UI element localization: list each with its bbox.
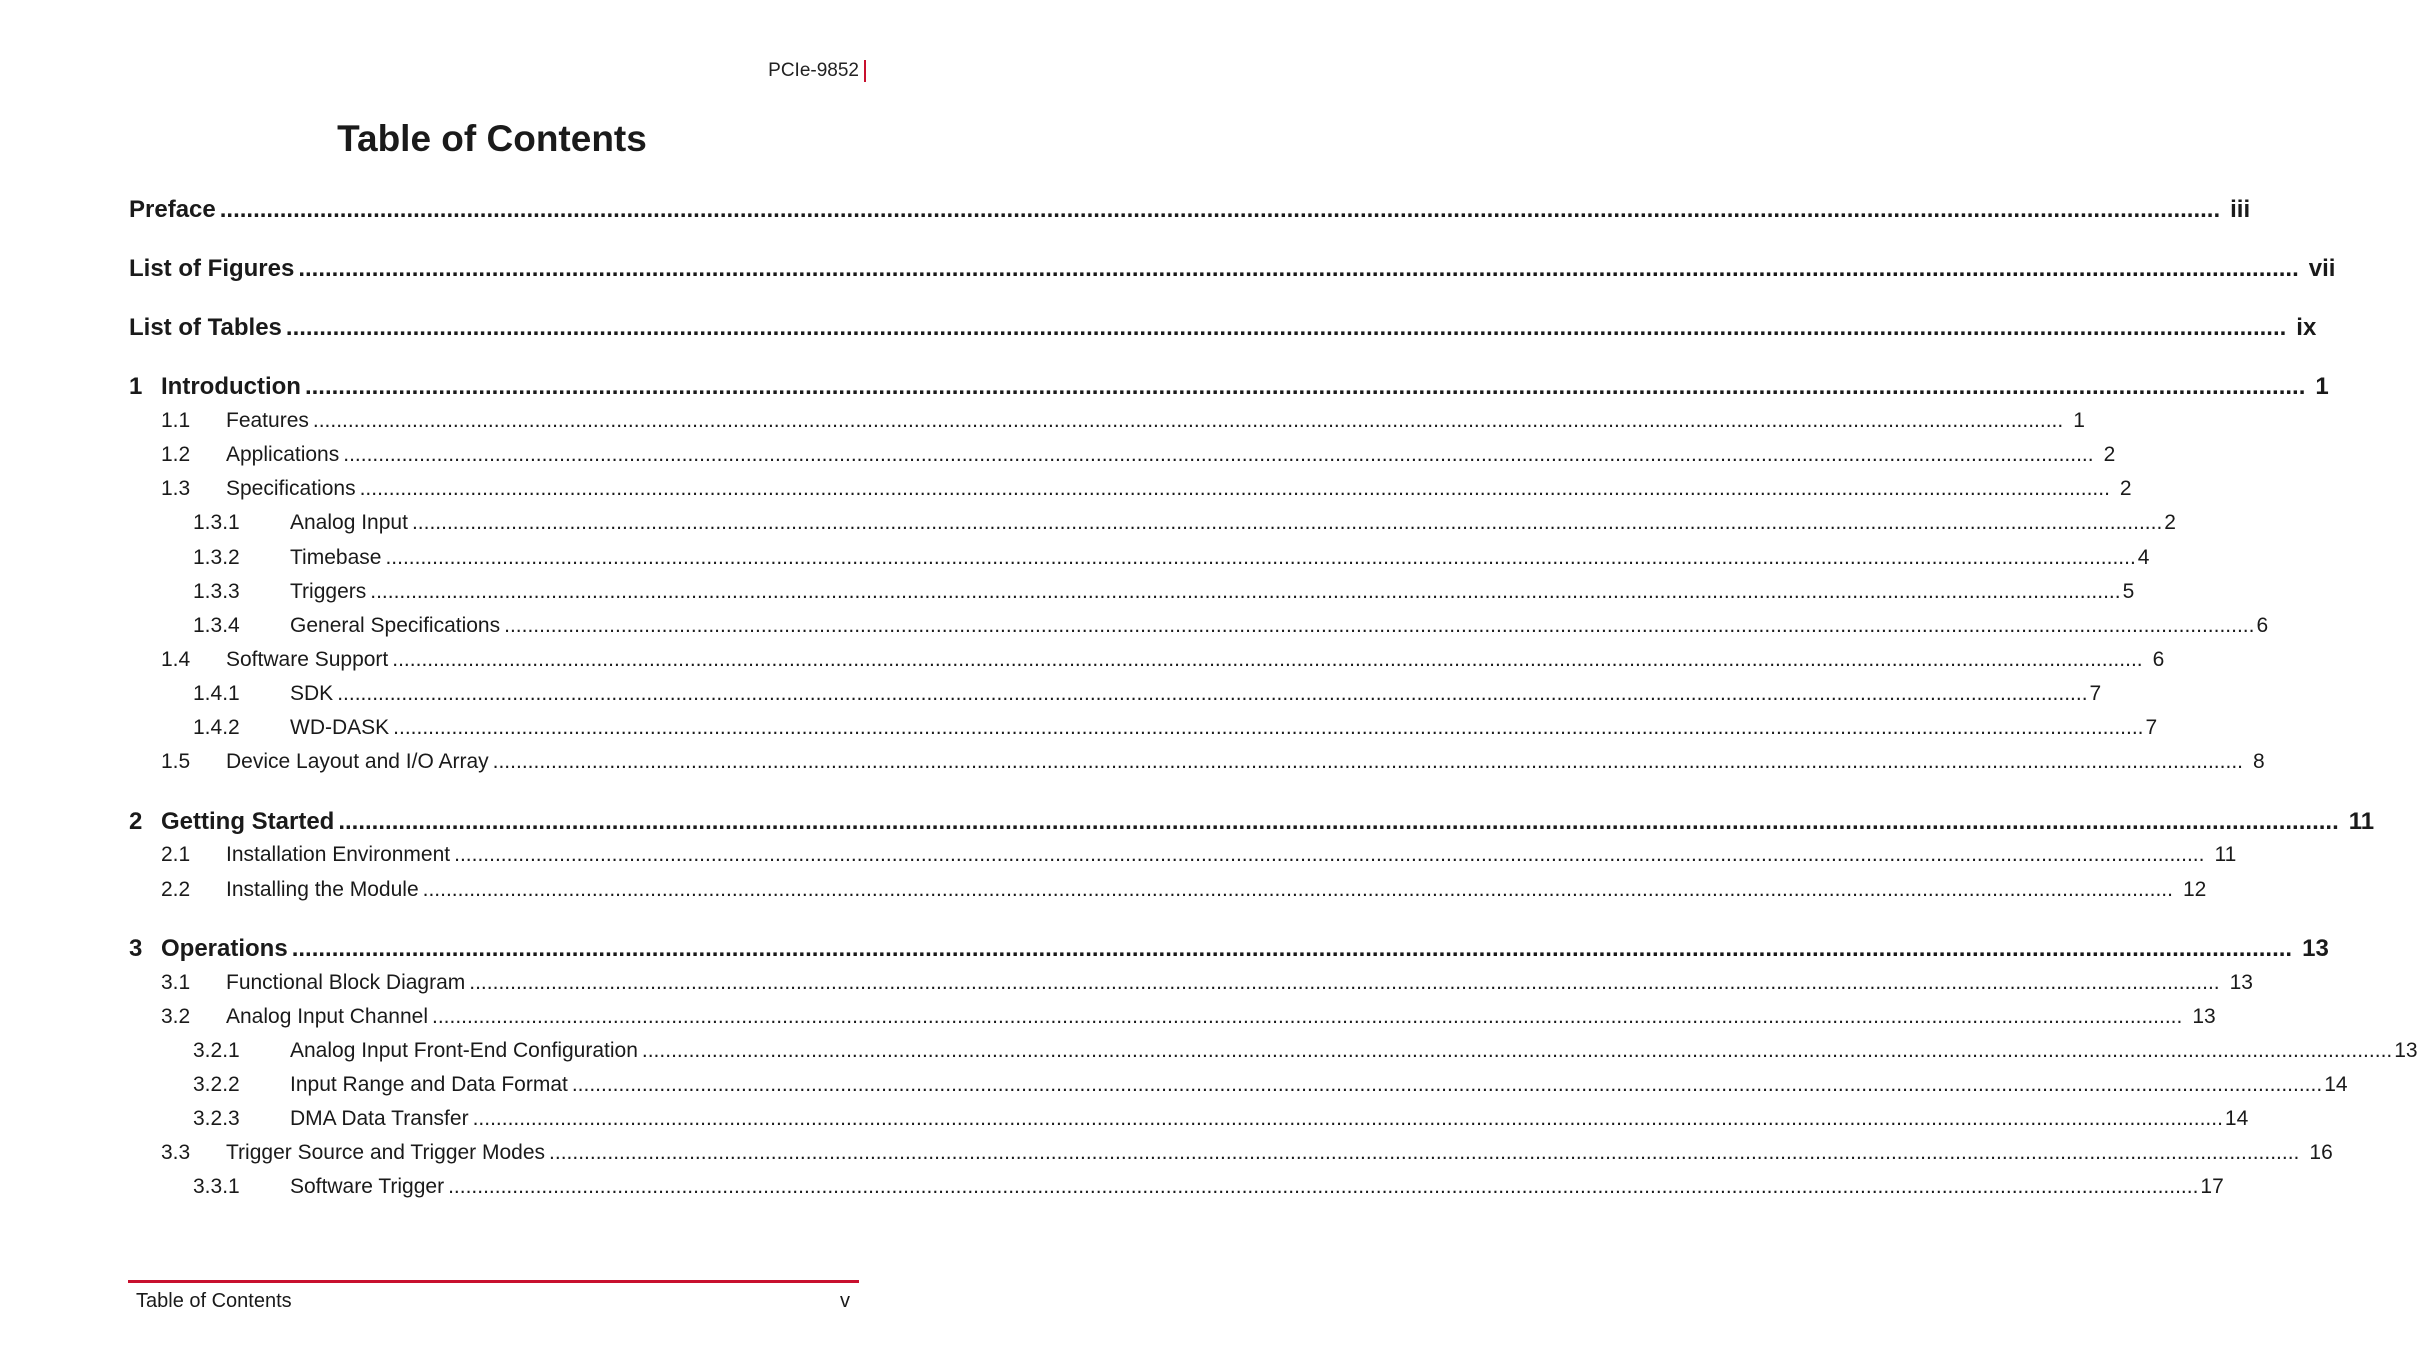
header-accent-bar (864, 60, 866, 82)
toc-entry-page: 5 (2122, 580, 2135, 603)
dot-leader: ............................................................................................................................................................................................................................................................................................................ (504, 614, 2255, 637)
dot-leader: ............................................................................................................................................................................................................................................................................................................ (385, 546, 2136, 569)
toc-entry-number: 1.4.2 (193, 716, 240, 739)
dot-leader: ............................................................................................................................................................................................................................................................................................................ (338, 808, 2339, 835)
toc-entry[interactable] (193, 546, 2150, 570)
toc-entry-title: List of Figures (129, 255, 295, 282)
toc-entry-number: 3.1 (161, 971, 191, 994)
toc-entry-title: Analog Input (290, 511, 408, 534)
toc-entry[interactable] (193, 682, 2102, 706)
toc-entry-number: 3.2.1 (193, 1039, 240, 1062)
toc-entry-label (193, 682, 333, 706)
toc-entry-title: Installing the Module (226, 878, 419, 901)
footer-section-title: Table of Contents (136, 1290, 292, 1312)
toc-entry-number: 3.2.3 (193, 1107, 240, 1130)
toc-entry[interactable] (161, 648, 2165, 672)
toc-entry[interactable] (161, 878, 2207, 902)
toc-entry-number: 2.2 (161, 878, 191, 901)
toc-entry[interactable] (129, 314, 2317, 342)
toc-entry-title: Software Trigger (290, 1175, 445, 1198)
toc-entry[interactable] (129, 935, 2329, 963)
footer-page-number: v (840, 1290, 850, 1312)
toc-entry-label (129, 935, 288, 963)
toc-entry-page: 17 (2200, 1175, 2224, 1198)
toc-entry-number: 1 (129, 373, 143, 400)
toc-entry-title: Timebase (290, 546, 382, 569)
toc-entry[interactable] (161, 971, 2253, 995)
toc-entry[interactable] (193, 511, 2176, 535)
toc-entry-label (161, 843, 450, 867)
toc-entry-page: 11 (2348, 808, 2375, 835)
toc-entry-number: 3.3.1 (193, 1175, 240, 1198)
toc-entry-label (193, 716, 389, 740)
toc-entry[interactable] (161, 409, 2085, 433)
toc-entry-number: 3.3 (161, 1141, 191, 1164)
toc-entry[interactable] (193, 716, 2158, 740)
toc-entry-label (193, 1039, 638, 1063)
dot-leader: ............................................................................................................................................................................................................................................................................................................ (411, 511, 2163, 534)
toc-entry-title: Preface (129, 196, 216, 223)
toc-entry-label (161, 443, 339, 467)
toc-entry-page: 13 (2302, 935, 2329, 962)
toc-entry-page: 1 (2073, 409, 2085, 432)
dot-leader: ............................................................................................................................................................................................................................................................................................................ (469, 971, 2220, 994)
toc-entry[interactable] (193, 580, 2135, 604)
toc-entry-title: Installation Environment (226, 843, 451, 866)
dot-leader: ............................................................................................................................................................................................................................................................................................................ (492, 750, 2243, 773)
toc-entry-page: vii (2308, 255, 2336, 282)
toc-entry[interactable] (193, 1073, 2348, 1097)
toc-entry-title: Device Layout and I/O Array (226, 750, 489, 773)
toc-entry-page: 16 (2309, 1141, 2333, 1164)
toc-entry[interactable] (161, 750, 2265, 774)
dot-leader: ............................................................................................................................................................................................................................................................................................................ (422, 878, 2173, 901)
toc-entry-title: Input Range and Data Format (290, 1073, 568, 1096)
dot-leader: ............................................................................................................................................................................................................................................................................................................ (472, 1107, 2223, 1130)
dot-leader: ............................................................................................................................................................................................................................................................................................................ (370, 580, 2121, 603)
toc-entry-title: Operations (161, 935, 288, 962)
toc-entry-number: 1.3.1 (193, 511, 240, 534)
toc-entry-title: Software Support (226, 648, 389, 671)
toc-entry-label (129, 808, 334, 836)
toc-entry-number: 3 (129, 935, 143, 962)
toc-entry-number: 1.5 (161, 750, 191, 773)
toc-entry-label (129, 373, 301, 401)
toc-entry-label (193, 614, 500, 638)
toc-entry-page: 11 (2214, 843, 2237, 866)
dot-leader: ............................................................................................................................................................................................................................................................................................................ (393, 716, 2144, 739)
toc-entry-number: 1.3.4 (193, 614, 240, 637)
toc-entry-title: DMA Data Transfer (290, 1107, 469, 1130)
toc-entry-page: 1 (2315, 373, 2329, 400)
product-name: PCIe-9852 (768, 60, 859, 81)
toc-entry-title: Introduction (161, 373, 301, 400)
dot-leader: ............................................................................................................................................................................................................................................................................................................ (343, 443, 2094, 466)
toc-entry-label (193, 1073, 568, 1097)
toc-entry[interactable] (161, 443, 2116, 467)
toc-entry[interactable] (193, 1107, 2249, 1131)
dot-leader: ............................................................................................................................................................................................................................................................................................................ (337, 682, 2088, 705)
toc-entry-page: 13 (2192, 1005, 2216, 1028)
toc-entry-label (129, 196, 216, 224)
dot-leader: ............................................................................................................................................................................................................................................................................................................ (219, 196, 2221, 223)
toc-entry-title: List of Tables (129, 314, 282, 341)
toc-entry[interactable] (129, 808, 2375, 836)
toc-entry-title: Applications (226, 443, 340, 466)
dot-leader: ............................................................................................................................................................................................................................................................................................................ (448, 1175, 2199, 1198)
toc-entry-title: Triggers (290, 580, 367, 603)
dot-leader: ............................................................................................................................................................................................................................................................................................................ (304, 373, 2306, 400)
dot-leader: ............................................................................................................................................................................................................................................................................................................ (312, 409, 2064, 432)
toc-entry-number: 3.2 (161, 1005, 191, 1028)
toc-entry-page: iii (2230, 196, 2251, 223)
toc-entry-label (161, 409, 309, 433)
toc-entry-page: 13 (2394, 1039, 2418, 1062)
toc-entry-page: ix (2296, 314, 2317, 341)
dot-leader: ............................................................................................................................................................................................................................................................................................................ (285, 314, 2287, 341)
toc-entry-number: 2 (129, 808, 143, 835)
toc-entry-number: 1.3 (161, 477, 191, 500)
running-header (768, 60, 866, 82)
dot-leader: ............................................................................................................................................................................................................................................................................................................ (454, 843, 2205, 866)
dot-leader: ............................................................................................................................................................................................................................................................................................................ (641, 1039, 2393, 1062)
dot-leader: ............................................................................................................................................................................................................................................................................................................ (298, 255, 2299, 282)
toc-entry[interactable] (129, 373, 2329, 401)
toc-entry-page: 14 (2224, 1107, 2249, 1130)
toc-entry-label (161, 477, 356, 501)
toc-entry-title: Features (226, 409, 309, 432)
toc-entry-number: 1.4.1 (193, 682, 240, 705)
toc-entry[interactable] (193, 1039, 2418, 1063)
toc-entry-page: 7 (2145, 716, 2158, 739)
toc-entry-label (161, 1005, 428, 1029)
toc-entry-label (193, 1175, 444, 1199)
toc-entry-label (129, 314, 282, 342)
dot-leader: ............................................................................................................................................................................................................................................................................................................ (359, 477, 2110, 500)
toc-entry-page: 14 (2324, 1073, 2348, 1096)
dot-leader: ............................................................................................................................................................................................................................................................................................................ (571, 1073, 2323, 1096)
toc-entry-label (193, 546, 381, 570)
toc-entry-title: Analog Input Front-End Configuration (290, 1039, 638, 1062)
toc-entry-number: 3.2.2 (193, 1073, 240, 1096)
toc-entry-number: 2.1 (161, 843, 191, 866)
toc-entry-page: 6 (2256, 614, 2269, 637)
toc-entry[interactable] (193, 614, 2269, 638)
toc-entry-page: 4 (2137, 546, 2150, 569)
toc-entry[interactable] (129, 196, 2251, 224)
toc-entry-page: 6 (2152, 648, 2165, 671)
toc-entry-number: 1.1 (161, 409, 191, 432)
toc-entry-page: 2 (2119, 477, 2132, 500)
toc-entry-label (193, 580, 366, 604)
footer-divider (128, 1280, 859, 1283)
toc-entry-label (161, 878, 419, 902)
toc-entry-label (161, 648, 388, 672)
toc-entry-page: 8 (2252, 750, 2265, 773)
toc-entry-title: Getting Started (161, 808, 335, 835)
toc-entry[interactable] (161, 843, 2237, 867)
dot-leader: ............................................................................................................................................................................................................................................................................................................ (392, 648, 2143, 671)
toc-entry[interactable] (161, 477, 2132, 501)
dot-leader: ............................................................................................................................................................................................................................................................................................................ (291, 935, 2293, 962)
toc-entry-title: Analog Input Channel (226, 1005, 428, 1028)
toc-entry-page: 12 (2182, 878, 2207, 901)
toc-entry-number: 1.2 (161, 443, 191, 466)
toc-entry-page: 7 (2089, 682, 2102, 705)
toc-entry[interactable] (193, 1175, 2224, 1199)
toc-entry-label (161, 971, 465, 995)
dot-leader: ............................................................................................................................................................................................................................................................................................................ (549, 1141, 2300, 1164)
toc-entry-title: SDK (290, 682, 334, 705)
toc-entry-title: Specifications (226, 477, 356, 500)
toc-entry-label (193, 1107, 469, 1131)
toc-entry-label (129, 255, 294, 283)
toc-entry-label (161, 1141, 545, 1165)
toc-entry-number: 1.3.2 (193, 546, 240, 569)
toc-entry-number: 1.3.3 (193, 580, 240, 603)
page-title: Table of Contents (337, 118, 647, 159)
toc-entry[interactable] (161, 1005, 2216, 1029)
toc-entry-title: WD-DASK (290, 716, 390, 739)
toc-entry-label (161, 750, 489, 774)
toc-entry-title: Functional Block Diagram (226, 971, 466, 994)
toc-entry[interactable] (129, 255, 2336, 283)
toc-entry-title: Trigger Source and Trigger Modes (226, 1141, 546, 1164)
toc-entry-page: 2 (2164, 511, 2176, 534)
toc-entry-page: 2 (2103, 443, 2116, 466)
toc-entry-number: 1.4 (161, 648, 191, 671)
toc-entry-label (193, 511, 408, 535)
toc-entry[interactable] (161, 1141, 2333, 1165)
toc-entry-page: 13 (2229, 971, 2253, 994)
dot-leader: ............................................................................................................................................................................................................................................................................................................ (432, 1005, 2183, 1028)
toc-entry-title: General Specifications (290, 614, 501, 637)
